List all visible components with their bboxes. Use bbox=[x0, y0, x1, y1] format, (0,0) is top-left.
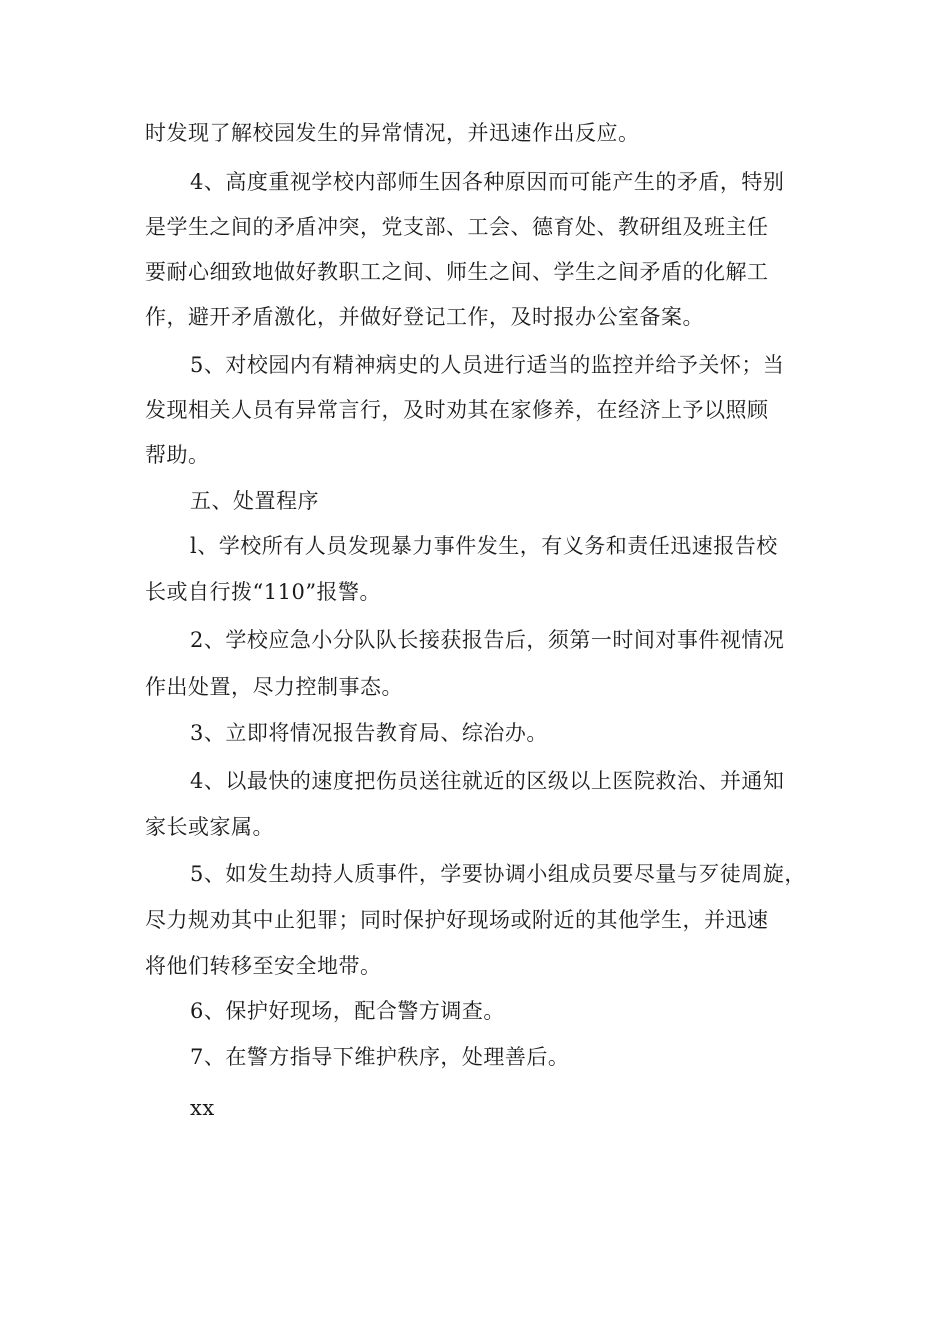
paragraph-line: 5、如发生劫持人质事件，学要协调小组成员要尽量与歹徒周旋， bbox=[190, 862, 806, 886]
paragraph-line: 家长或家属。 bbox=[145, 815, 274, 839]
paragraph-line: 尽力规劝其中止犯罪；同时保护好现场或附近的其他学生，并迅速 bbox=[145, 908, 769, 932]
paragraph-line: 帮助。 bbox=[145, 443, 210, 467]
paragraph-line: 6、保护好现场，配合警方调查。 bbox=[190, 999, 505, 1023]
paragraph-line: 4、高度重视学校内部师生因各种原因而可能产生的矛盾，特别 bbox=[190, 170, 785, 194]
section-heading: 五、处置程序 bbox=[190, 489, 319, 513]
paragraph-line: l、学校所有人员发现暴力事件发生，有义务和责任迅速报告校 bbox=[190, 534, 778, 558]
paragraph-line: 3、立即将情况报告教育局、综治办。 bbox=[190, 721, 548, 745]
paragraph-line: 2、学校应急小分队队长接获报告后，须第一时间对事件视情况 bbox=[190, 628, 785, 652]
paragraph-line: 长或自行拨“110”报警。 bbox=[145, 580, 382, 604]
paragraph-line: 要耐心细致地做好教职工之间、师生之间、学生之间矛盾的化解工 bbox=[145, 260, 769, 284]
paragraph-line: 时发现了解校园发生的异常情况，并迅速作出反应。 bbox=[145, 121, 640, 145]
paragraph-line: 作出处置，尽力控制事态。 bbox=[145, 675, 403, 699]
paragraph-line: 作，避开矛盾激化，并做好登记工作，及时报办公室备案。 bbox=[145, 305, 704, 329]
paragraph-line: 将他们转移至安全地带。 bbox=[145, 954, 382, 978]
paragraph-line: 5、对校园内有精神病史的人员进行适当的监控并给予关怀；当 bbox=[190, 353, 785, 377]
paragraph-line: 是学生之间的矛盾冲突，党支部、工会、德育处、教研组及班主任 bbox=[145, 215, 769, 239]
paragraph-line: 发现相关人员有异常言行，及时劝其在家修养，在经济上予以照顾 bbox=[145, 398, 769, 422]
signature-text: xx bbox=[190, 1096, 215, 1120]
paragraph-line: 4、以最快的速度把伤员送往就近的区级以上医院救治、并通知 bbox=[190, 769, 785, 793]
paragraph-line: 7、在警方指导下维护秩序，处理善后。 bbox=[190, 1045, 570, 1069]
